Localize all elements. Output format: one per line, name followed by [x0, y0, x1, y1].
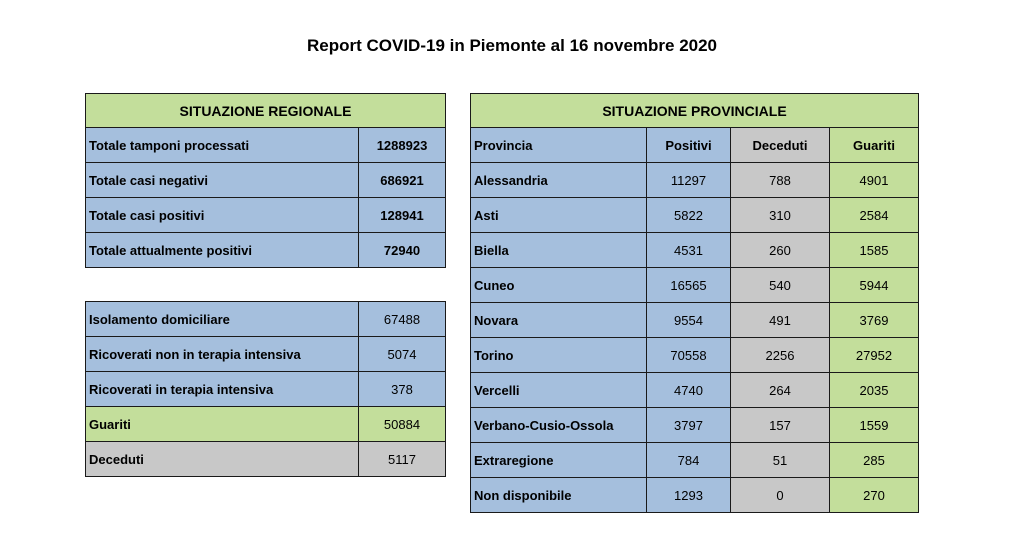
guariti-cell: 1559: [830, 408, 919, 443]
row-label: Guariti: [86, 407, 359, 442]
column-header-deceduti: Deceduti: [731, 128, 830, 163]
province-name: Asti: [471, 198, 647, 233]
positivi-cell: 784: [647, 443, 731, 478]
province-name: Novara: [471, 303, 647, 338]
regional-header: SITUAZIONE REGIONALE: [86, 94, 446, 128]
row-label: Isolamento domiciliare: [86, 302, 359, 337]
positivi-cell: 4740: [647, 373, 731, 408]
table-row: [471, 373, 919, 408]
table-row: [86, 163, 446, 198]
table-row: [471, 268, 919, 303]
province-name: Biella: [471, 233, 647, 268]
guariti-cell: 2584: [830, 198, 919, 233]
positivi-cell: 70558: [647, 338, 731, 373]
deceduti-cell: 2256: [731, 338, 830, 373]
table-row: [86, 372, 446, 407]
positivi-cell: 3797: [647, 408, 731, 443]
positivi-cell: 1293: [647, 478, 731, 513]
row-value: 67488: [359, 302, 446, 337]
row-label: Totale casi positivi: [86, 198, 359, 233]
row-label: Totale tamponi processati: [86, 128, 359, 163]
row-value: 5074: [359, 337, 446, 372]
column-header-provincia: Provincia: [471, 128, 647, 163]
positivi-cell: 11297: [647, 163, 731, 198]
deceduti-cell: 260: [731, 233, 830, 268]
row-label: Ricoverati non in terapia intensiva: [86, 337, 359, 372]
table-row: [471, 303, 919, 338]
regional-header-row: [86, 94, 446, 128]
guariti-cell: 4901: [830, 163, 919, 198]
deceduti-cell: 491: [731, 303, 830, 338]
table-row: [86, 442, 446, 477]
deceduti-cell: 51: [731, 443, 830, 478]
provincial-header-row: [471, 94, 919, 128]
column-header-row: [471, 128, 919, 163]
guariti-cell: 5944: [830, 268, 919, 303]
regional-summary-table: [85, 93, 446, 268]
table-row: [471, 443, 919, 478]
regional-detail-table: [85, 301, 446, 477]
table-row: [86, 407, 446, 442]
province-name: Vercelli: [471, 373, 647, 408]
table-row: [471, 163, 919, 198]
guariti-cell: 3769: [830, 303, 919, 338]
table-row: [471, 198, 919, 233]
province-name: Non disponibile: [471, 478, 647, 513]
guariti-cell: 285: [830, 443, 919, 478]
table-row: [471, 408, 919, 443]
table-row: [86, 302, 446, 337]
row-value: 1288923: [359, 128, 446, 163]
column-header-guariti: Guariti: [830, 128, 919, 163]
positivi-cell: 16565: [647, 268, 731, 303]
deceduti-cell: 0: [731, 478, 830, 513]
row-label: Totale casi negativi: [86, 163, 359, 198]
row-value: 50884: [359, 407, 446, 442]
deceduti-cell: 157: [731, 408, 830, 443]
deceduti-cell: 264: [731, 373, 830, 408]
province-name: Torino: [471, 338, 647, 373]
province-name: Verbano-Cusio-Ossola: [471, 408, 647, 443]
table-row: [471, 338, 919, 373]
table-row: [471, 233, 919, 268]
table-row: [86, 233, 446, 268]
positivi-cell: 4531: [647, 233, 731, 268]
province-name: Alessandria: [471, 163, 647, 198]
guariti-cell: 2035: [830, 373, 919, 408]
report-title: Report COVID-19 in Piemonte al 16 novembre 2020: [306, 36, 718, 55]
table-row: [86, 198, 446, 233]
table-row: [86, 337, 446, 372]
row-value: 72940: [359, 233, 446, 268]
guariti-cell: 27952: [830, 338, 919, 373]
positivi-cell: 5822: [647, 198, 731, 233]
deceduti-cell: 540: [731, 268, 830, 303]
column-header-positivi: Positivi: [647, 128, 731, 163]
table-row: [471, 478, 919, 513]
positivi-cell: 9554: [647, 303, 731, 338]
row-value: 128941: [359, 198, 446, 233]
deceduti-cell: 310: [731, 198, 830, 233]
row-label: Ricoverati in terapia intensiva: [86, 372, 359, 407]
province-name: Cuneo: [471, 268, 647, 303]
guariti-cell: 1585: [830, 233, 919, 268]
provincial-table: [470, 93, 919, 513]
guariti-cell: 270: [830, 478, 919, 513]
row-value: 686921: [359, 163, 446, 198]
row-label: Totale attualmente positivi: [86, 233, 359, 268]
table-row: [86, 128, 446, 163]
row-value: 378: [359, 372, 446, 407]
deceduti-cell: 788: [731, 163, 830, 198]
province-name: Extraregione: [471, 443, 647, 478]
row-value: 5117: [359, 442, 446, 477]
row-label: Deceduti: [86, 442, 359, 477]
provincial-header: SITUAZIONE PROVINCIALE: [471, 94, 919, 128]
